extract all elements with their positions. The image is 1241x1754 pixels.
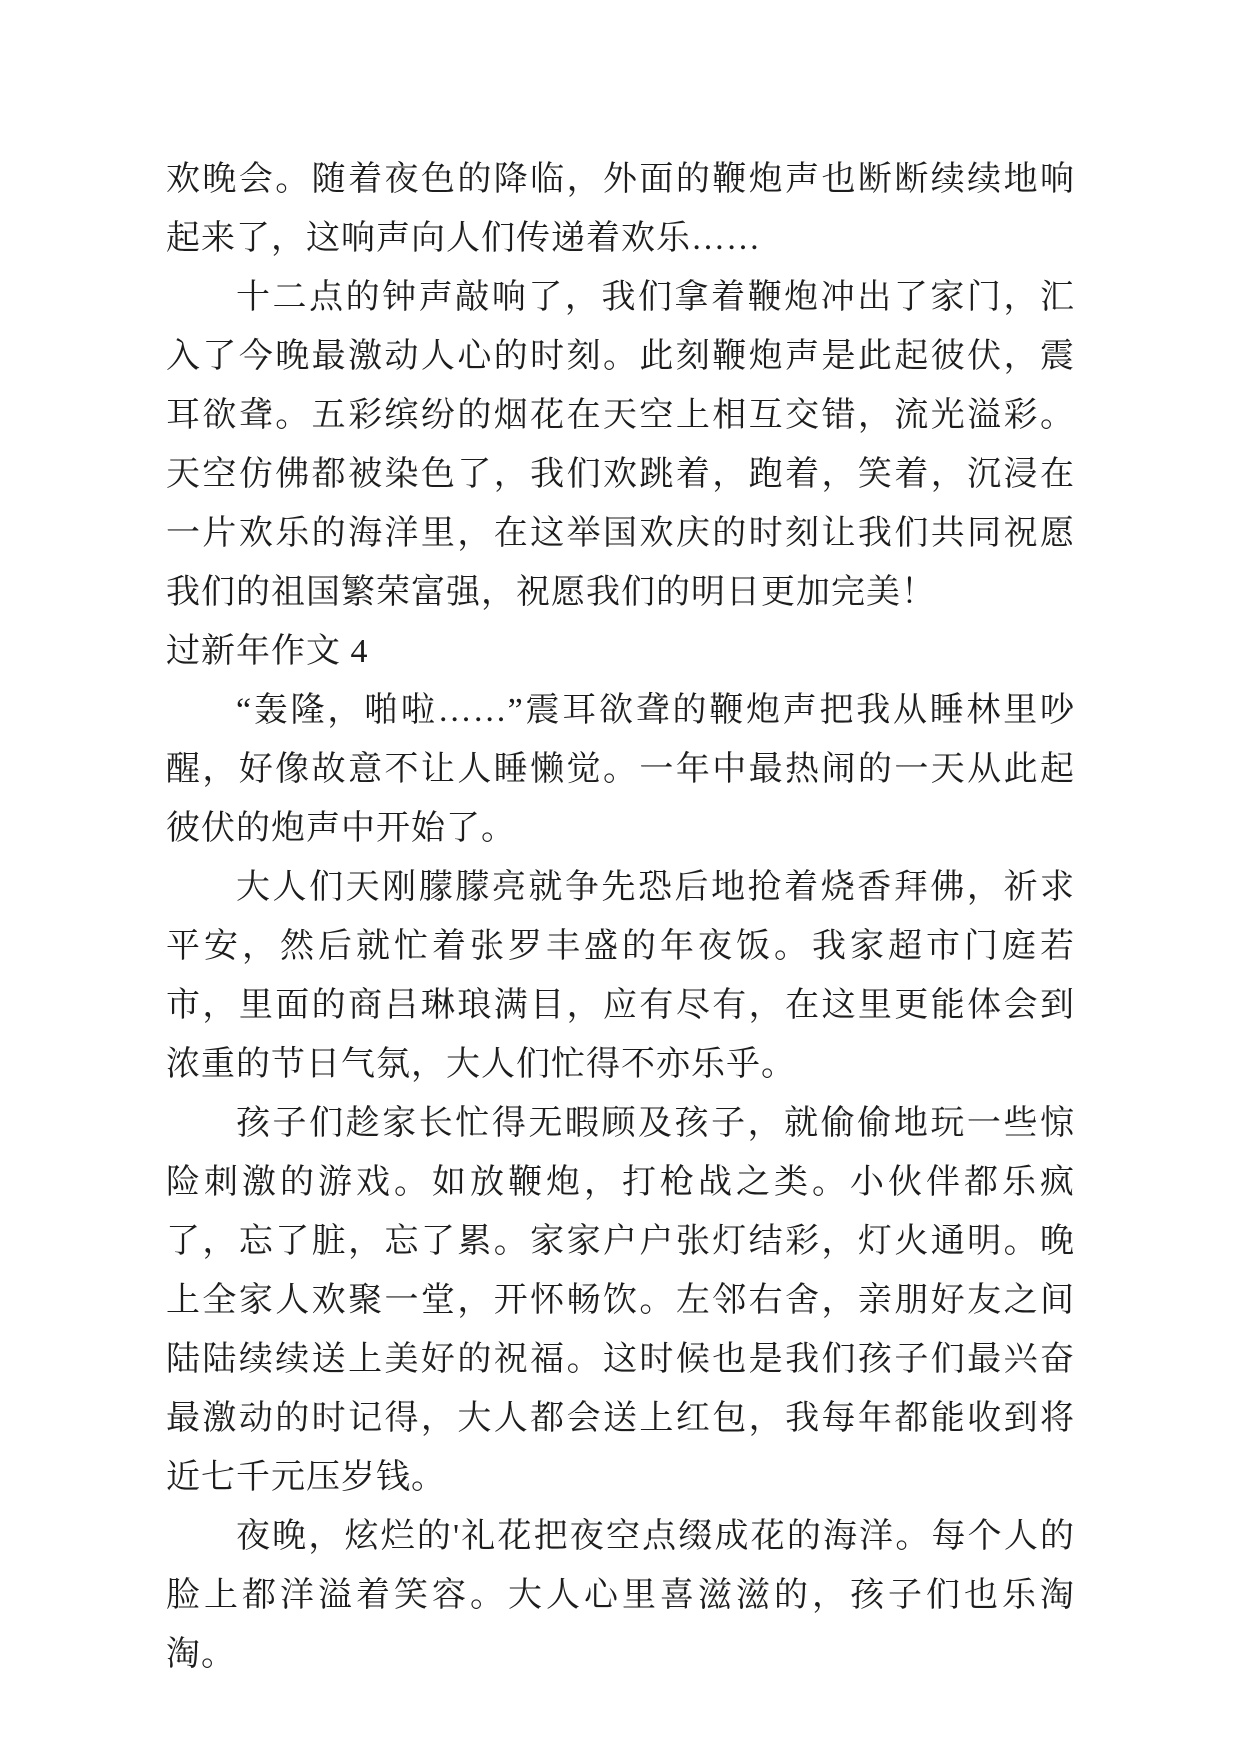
paragraph-children-games: 孩子们趁家长忙得无暇顾及孩子，就偷偷地玩一些惊险刺激的游戏。如放鞭炮，打枪战之类。小伙伴都乐疯了，忘了脏，忘了累。家家户户张灯结彩，灯火通明。晚上全家人欢聚一堂，开怀畅饮。左邻右舍，亲朋好友之间陆陆续续送上美好的祝福。这时候也是我们孩子们最兴奋最激动的时记得，大人都会送上红包，我每年都能收到将近七千元压岁钱。 xyxy=(166,1105,1075,1496)
paragraph-night-fireworks: 夜晚，炫烂的'礼花把夜空点缀成花的海洋。每个人的脸上都洋溢着笑容。大人心里喜滋滋的，孩子们也乐淘淘。 xyxy=(166,1518,1075,1673)
paragraph-continuation: 欢晚会。随着夜色的降临，外面的鞭炮声也断断续续地响起来了，这响声向人们传递着欢乐…… xyxy=(166,161,1075,257)
paragraph-midnight-fireworks: 十二点的钟声敲响了，我们拿着鞭炮冲出了家门，汇入了今晚最激动人心的时刻。此刻鞭炮声是此起彼伏，震耳欲聋。五彩缤纷的烟花在天空上相互交错，流光溢彩。天空仿佛都被染色了，我们欢跳着，跑着，笑着，沉浸在一片欢乐的海洋里，在这举国欢庆的时刻让我们共同祝愿我们的祖国繁荣富强，祝愿我们的明日更加完美！ xyxy=(166,279,1075,611)
essay-text-block xyxy=(166,150,1075,1684)
paragraph-adults-busy: 大人们天刚朦朦亮就争先恐后地抢着烧香拜佛，祈求平安，然后就忙着张罗丰盛的年夜饭。我家超市门庭若市，里面的商吕琳琅满目，应有尽有，在这里更能体会到浓重的节日气氛，大人们忙得不亦乐乎。 xyxy=(166,869,1075,1083)
section-title: 过新年作文 4 xyxy=(166,633,369,670)
paragraph-firecracker-wakeup: “轰隆，啪啦……”震耳欲聋的鞭炮声把我从睡林里吵醒，好像故意不让人睡懒觉。一年中最热闹的一天从此起彼伏的炮声中开始了。 xyxy=(166,692,1075,847)
